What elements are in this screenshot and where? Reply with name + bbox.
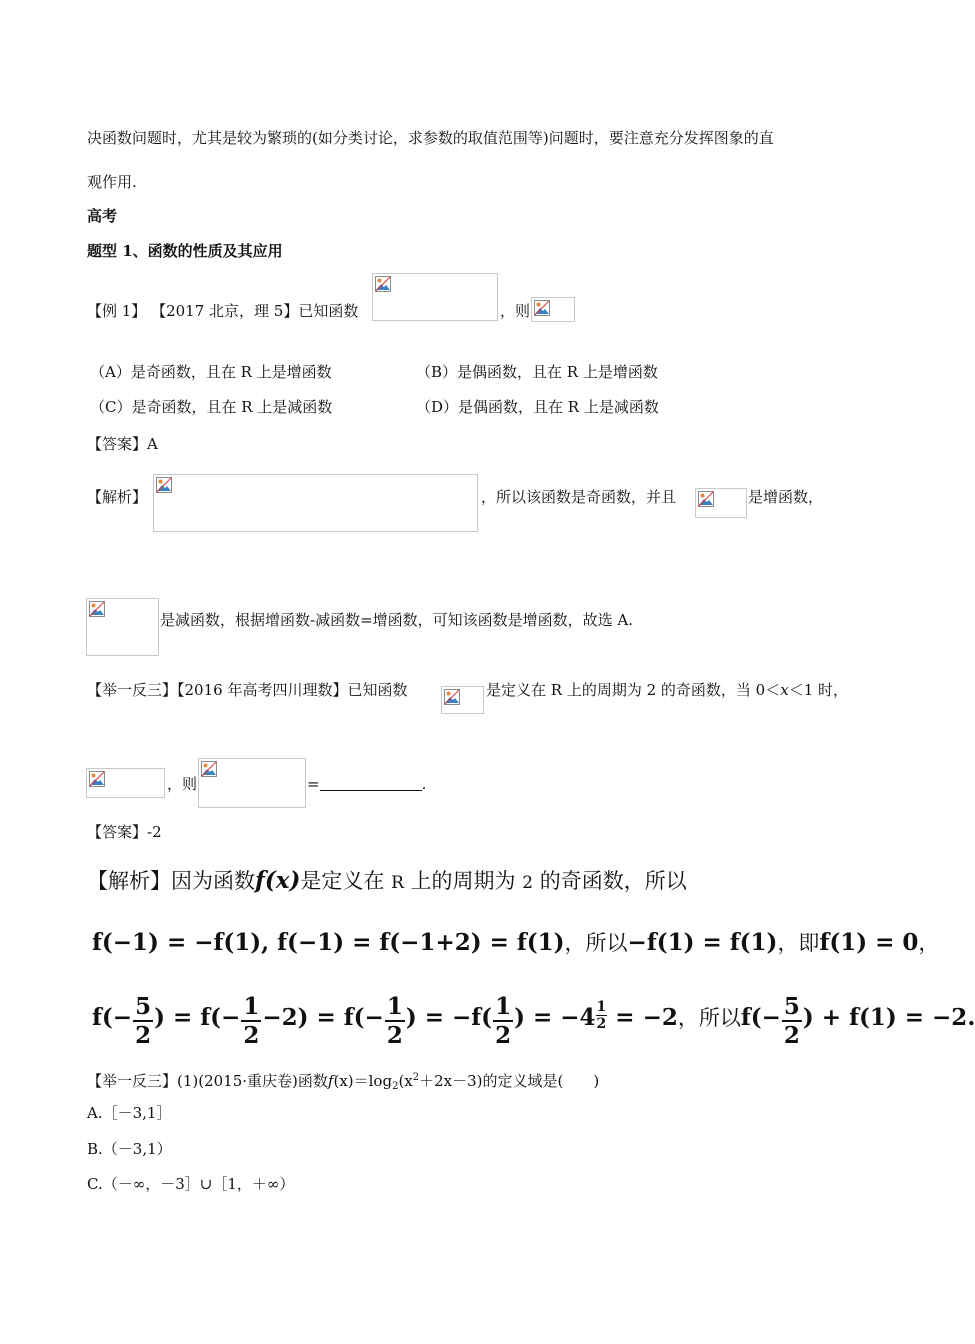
analysis-line-2: 是减函数，根据增函数-减函数=增函数，可知该函数是增函数，故选 A. (160, 611, 634, 629)
suffix-text: 是定义在 R 上的周期为 2 的奇函数，当 0＜ (486, 681, 781, 699)
text-ji: ，即 (777, 931, 820, 955)
option-a: （A）是奇函数，且在 R 上是增函数 (90, 363, 332, 381)
text-so2: ，所以 (677, 1006, 741, 1030)
formula-f1: f(− (92, 1004, 133, 1031)
exponent-1-2 (596, 1000, 608, 1031)
analysis-mid: ，所以该函数是奇函数，并且 (481, 488, 677, 506)
fraction-1-2 (385, 995, 405, 1047)
answer-blank-line (307, 774, 426, 794)
fraction-5-2 (133, 995, 153, 1047)
example1-mid: ，则 (500, 302, 531, 320)
formula-image-placeholder (153, 474, 478, 532)
formula-eq4: = −2 (607, 1004, 678, 1031)
num: 1 (495, 993, 512, 1020)
num: 5 (783, 993, 800, 1020)
den: 2 (596, 1016, 607, 1032)
formula-image-placeholder (198, 758, 306, 808)
arg-open: (x (398, 1072, 413, 1090)
den: 2 (783, 1022, 800, 1049)
broken-image-icon (89, 601, 105, 617)
broken-image-icon (201, 761, 217, 777)
analysis2-label: 【解析】 (87, 869, 171, 893)
formula-dot: . (967, 1004, 975, 1031)
intro-line-1: 决函数问题时，尤其是较为繁琐的(如分类讨论，求参数的取值范围等)问题时，要注意充分发挥图象的直 (87, 129, 774, 147)
formula-end: ) + f(1) = −2 (802, 1004, 968, 1031)
option-d: （D）是偶函数，且在 R 上是减函数 (416, 398, 659, 416)
exp-2: 2 (412, 1072, 420, 1083)
suffix-text-2: ＜1 时， (788, 681, 849, 699)
num: 1 (243, 993, 260, 1020)
analysis2-line-2 (92, 928, 939, 960)
period: . (421, 775, 427, 793)
example3-prefix: 【举一反三】(1)(2015·重庆卷)函数 (87, 1072, 328, 1090)
analysis2-line-3 (92, 990, 975, 1048)
arg-rest: ＋2x－3)的定义域是( ) (419, 1072, 600, 1090)
formula-a: f(−1) = −f(1), f(−1) = f(−1+2) = f(1) (92, 929, 565, 956)
formula-eq1: ) = f(− (154, 1004, 241, 1031)
section-title: 高考 (87, 207, 118, 225)
den: 2 (495, 1022, 512, 1049)
num: 1 (596, 999, 607, 1015)
formula-image-placeholder (531, 297, 575, 322)
formula-eq3: ) = −4 (514, 1004, 596, 1031)
example2-prefix: 【举一反三】【2016 年高考四川理数】已知函数 (87, 681, 408, 699)
text-so: ，所以 (564, 931, 628, 955)
formula-f2: f(− (740, 1004, 781, 1031)
analysis2-text-a: 因为函数 (171, 869, 255, 893)
analysis2-line-1 (87, 866, 687, 898)
den: 2 (386, 1022, 403, 1049)
num: 1 (386, 993, 403, 1020)
analysis-label: 【解析】 (87, 488, 148, 506)
analysis2-R: R (391, 873, 404, 893)
den: 2 (243, 1022, 260, 1049)
fraction-1-2 (493, 995, 513, 1047)
broken-image-icon (89, 771, 105, 787)
example3-option-b: B.（－3,1） (87, 1140, 172, 1158)
den: 2 (135, 1022, 152, 1049)
fill-blank (320, 776, 422, 791)
formula-image-placeholder (372, 273, 498, 321)
analysis2-two: 2 (522, 873, 534, 893)
formula-image-placeholder (695, 488, 747, 518)
fraction-1-2 (241, 995, 261, 1047)
equals-sign: = (307, 775, 320, 793)
formula-image-placeholder (86, 768, 165, 798)
fraction-5-2 (782, 995, 802, 1047)
example3-line (87, 1068, 599, 1097)
broken-image-icon (534, 300, 550, 316)
var-x: x (780, 681, 789, 699)
section-subtitle: 题型 1、函数的性质及其应用 (87, 242, 283, 260)
option-c: （C）是奇函数，且在 R 上是减函数 (90, 398, 333, 416)
analysis2-text-d: 的奇函数，所以 (539, 869, 687, 893)
func-f: f (327, 1072, 334, 1090)
example3-option-a: A.［－3,1］ (87, 1104, 172, 1122)
example2-suffix (486, 680, 848, 700)
example1-prefix: 【例 1】 【2017 北京，理 5】已知函数 (87, 302, 359, 320)
formula-m2: −2) = f(− (262, 1004, 384, 1031)
intro-line-2: 观作用. (87, 173, 137, 191)
broken-image-icon (698, 491, 714, 507)
formula-image-placeholder (441, 686, 484, 714)
log-base: 2 (392, 1081, 399, 1092)
option-b: （B）是偶函数，且在 R 上是增函数 (416, 363, 658, 381)
num: 5 (135, 993, 152, 1020)
formula-image-placeholder (86, 598, 159, 656)
text-comma: ， (918, 931, 940, 955)
example3-option-c: C.（－∞，－3］∪［1，＋∞） (87, 1175, 295, 1193)
analysis2-text-b: 是定义在 (300, 869, 385, 893)
example2-ze: ，则 (167, 775, 198, 793)
broken-image-icon (156, 477, 172, 493)
broken-image-icon (444, 689, 460, 705)
answer-1: 【答案】A (87, 435, 158, 453)
f: f(− (200, 1004, 241, 1031)
formula-c: f(1) = 0 (819, 929, 919, 956)
analysis-end: 是增函数， (748, 488, 824, 506)
func-x: (x)＝log (333, 1072, 393, 1090)
analysis2-fx: f(x) (255, 867, 301, 894)
analysis2-text-c: 上的周期为 (410, 869, 516, 893)
answer-2: 【答案】-2 (87, 823, 162, 841)
broken-image-icon (375, 276, 391, 292)
formula-b: −f(1) = f(1) (627, 929, 778, 956)
formula-eq2: ) = −f( (405, 1004, 493, 1031)
